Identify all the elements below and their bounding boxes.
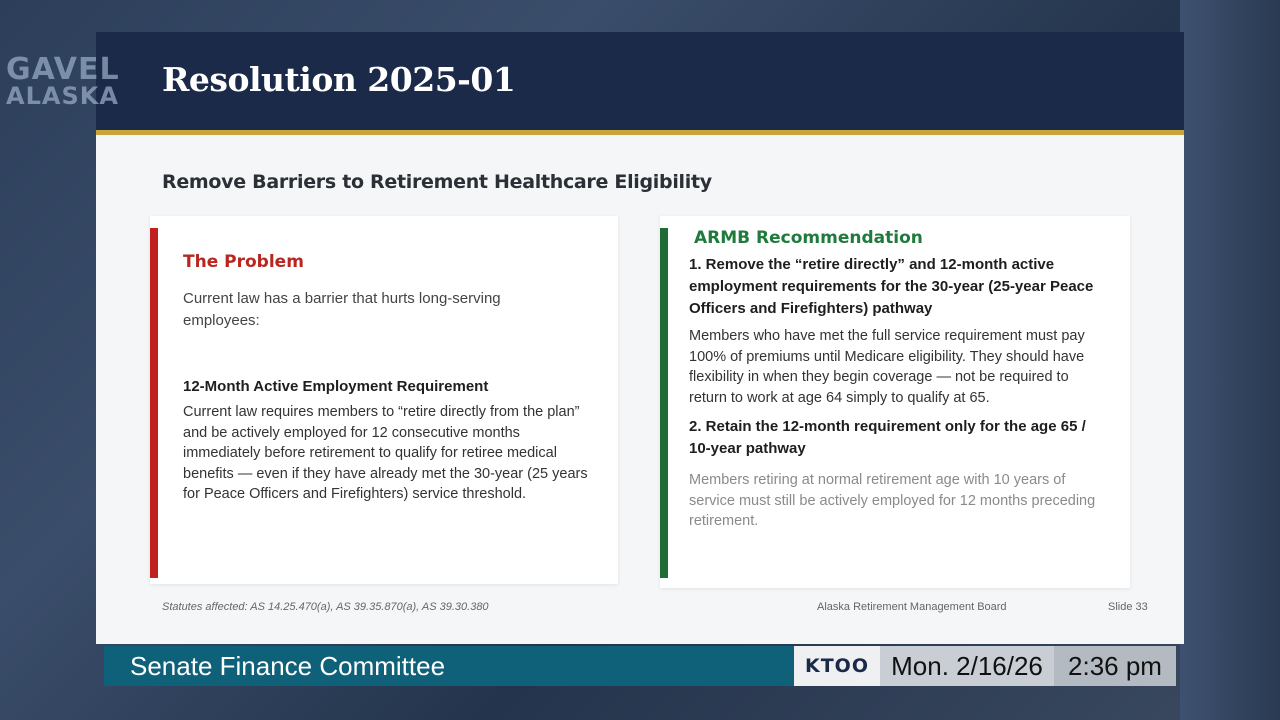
logo-line2: ALASKA <box>6 82 119 110</box>
slide-header <box>96 32 1184 130</box>
recommendation-accent-bar <box>660 228 668 578</box>
recommendation-card <box>660 216 1130 588</box>
organization-footer: Alaska Retirement Management Board <box>817 601 1007 613</box>
problem-body: Current law requires members to “retire directly from the plan” and be actively employed for 12 consecutive months immediately before retirement to qualify for retiree medical benefits — even if they have already met the 30-year (25 years for Peace Officers and Firefighters) service threshold. <box>183 404 588 502</box>
slide-title: Resolution 2025-01 <box>162 60 516 99</box>
recommendation-item1-title: 1. Remove the “retire directly” and 12-month active employment requirements for the 30-year (25-year Peace Officers and Firefighters) pathway <box>689 256 1094 317</box>
station-logo: KTOO <box>794 646 880 686</box>
statutes-footnote: Statutes affected: AS 14.25.470(a), AS 39.35.870(a), AS 39.30.380 <box>162 601 489 613</box>
broadcast-ticker <box>104 646 1176 686</box>
problem-card <box>150 216 618 584</box>
problem-accent-bar <box>150 228 158 578</box>
broadcast-date: Mon. 2/16/26 <box>880 646 1054 686</box>
slide-subtitle: Remove Barriers to Retirement Healthcare Eligibility <box>162 171 712 193</box>
gavel-alaska-logo <box>6 52 120 110</box>
presentation-slide <box>96 32 1184 644</box>
problem-intro: Current law has a barrier that hurts long-serving employees: <box>183 290 501 329</box>
recommendation-item2-body: Members retiring at normal retirement age with 10 years of service must still be actively employed for 12 months preceding retirement. <box>689 472 1096 529</box>
problem-subheading: 12-Month Active Employment Requirement <box>183 378 489 395</box>
header-divider <box>96 130 1184 135</box>
logo-line1: GAVEL <box>6 52 120 87</box>
slide-number: Slide 33 <box>1108 601 1148 613</box>
committee-name: Senate Finance Committee <box>104 646 794 686</box>
recommendation-item1-body: Members who have met the full service requirement must pay 100% of premiums until Medicare eligibility. They should have flexibility in when they begin coverage — not be required to return to work at age 64 simply to qualify at 65. <box>689 328 1085 406</box>
recommendation-heading: ARMB Recommendation <box>694 228 923 248</box>
broadcast-time: 2:36 pm <box>1054 646 1176 686</box>
background-building <box>1180 0 1280 720</box>
problem-heading: The Problem <box>183 252 304 272</box>
recommendation-item2-title: 2. Retain the 12-month requirement only for the age 65 / 10-year pathway <box>689 418 1086 457</box>
